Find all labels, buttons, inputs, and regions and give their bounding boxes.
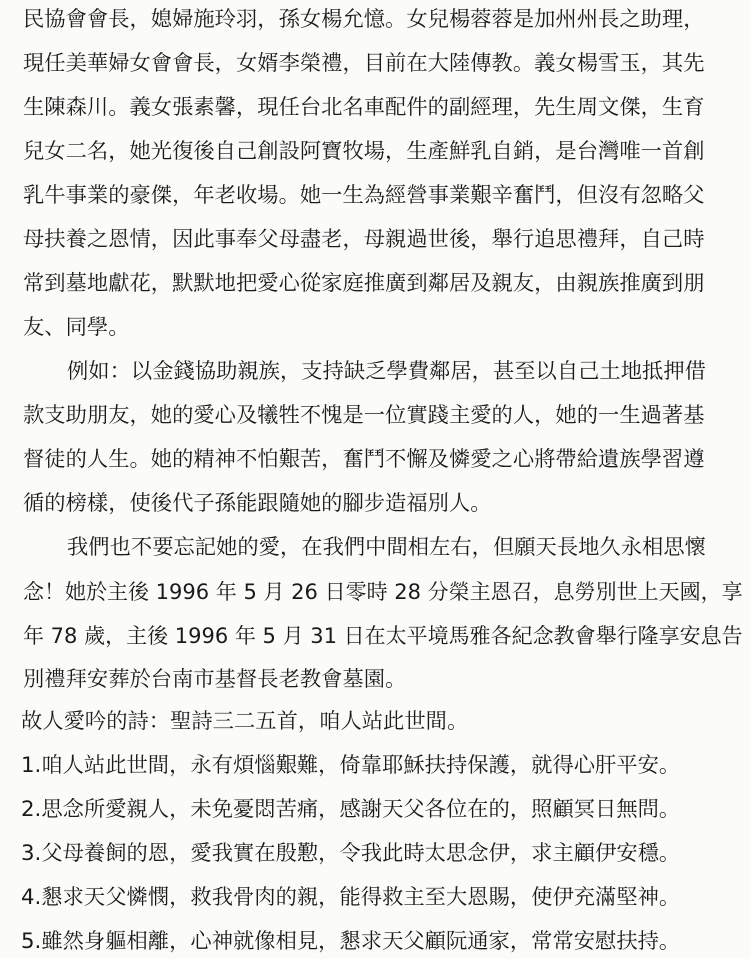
- paragraph-1-line-6: 母扶養之恩情，因此事奉父母盡老，母親過世後，舉行追思禮拜，自己時: [23, 227, 705, 252]
- paragraph-1-line-4: 兒女二名，她光復後自己創設阿寶牧場，生產鮮乳自銷，是台灣唯一首創: [23, 139, 705, 164]
- paragraph-1-line-5: 乳牛事業的豪傑，年老收場。她一生為經營事業艱辛奮鬥，但沒有忽略父: [23, 183, 705, 208]
- poem-verse-3: 3.父母養飼的恩，愛我實在殷懃，令我此時太思念伊，求主顧伊安穩。: [21, 841, 681, 866]
- poem-verse-5: 5.雖然身軀相離，心神就像相見，懇求天父顧阮通家，常常安慰扶持。: [21, 929, 681, 954]
- paragraph-1-line-3: 生陳森川。義女張素馨，現任台北名車配件的副經理，先生周文傑，生育: [23, 95, 705, 120]
- paragraph-1-line-2: 現任美華婦女會會長，女婿李榮禮，目前在大陸傳教。義女楊雪玉，其先: [23, 51, 705, 76]
- poem-verse-1: 1.咱人站此世間，永有煩惱艱難，倚靠耶穌扶持保護，就得心肝平安。: [21, 753, 681, 778]
- paragraph-1-line-1: 民協會會長，媳婦施玲羽，孫女楊允憶。女兒楊蓉蓉是加州州長之助理，: [23, 7, 705, 32]
- paragraph-1-line-7: 常到墓地獻花，默默地把愛心從家庭推廣到鄰居及親友，由親族推廣到朋: [23, 271, 705, 296]
- poem-verse-2: 2.思念所愛親人，未免憂悶苦痛，感謝天父各位在的，照顧冥日無問。: [21, 797, 681, 822]
- paragraph-2-line-4: 循的榜樣，使後代子孫能跟隨她的腳步造福別人。: [23, 491, 492, 516]
- paragraph-1-line-8: 友、同學。: [23, 315, 130, 340]
- paragraph-2-line-3: 督徒的人生。她的精神不怕艱苦，奮鬥不懈及憐愛之心將帶給遺族學習遵: [23, 447, 705, 472]
- paragraph-3-line-1: 我們也不要忘記她的愛，在我們中間相左右，但願天長地久永相思懷: [67, 535, 706, 560]
- paragraph-3-line-3: 年 78 歲，主後 1996 年 5 月 31 日在太平境馬雅各紀念教會舉行隆享安息告: [23, 624, 743, 648]
- paragraph-3-line-2: 念！她於主後 1996 年 5 月 26 日零時 28 分榮主恩召，息勞別世上天國，享: [23, 580, 743, 604]
- poem-verse-4: 4.懇求天父憐憫，救我骨肉的親，能得救主至大恩賜，使伊充滿堅神。: [21, 885, 681, 910]
- poem-intro: 故人愛吟的詩：聖詩三二五首，咱人站此世間。: [21, 709, 469, 734]
- paragraph-2-line-1: 例如：以金錢協助親族，支持缺乏學費鄰居，甚至以自己土地抵押借: [67, 359, 706, 384]
- paragraph-3-line-4: 別禮拜安葬於台南市基督長老教會墓園。: [23, 667, 407, 692]
- paragraph-2-line-2: 款支助朋友，她的愛心及犧牲不愧是一位實踐主愛的人，她的一生過著基: [23, 403, 705, 428]
